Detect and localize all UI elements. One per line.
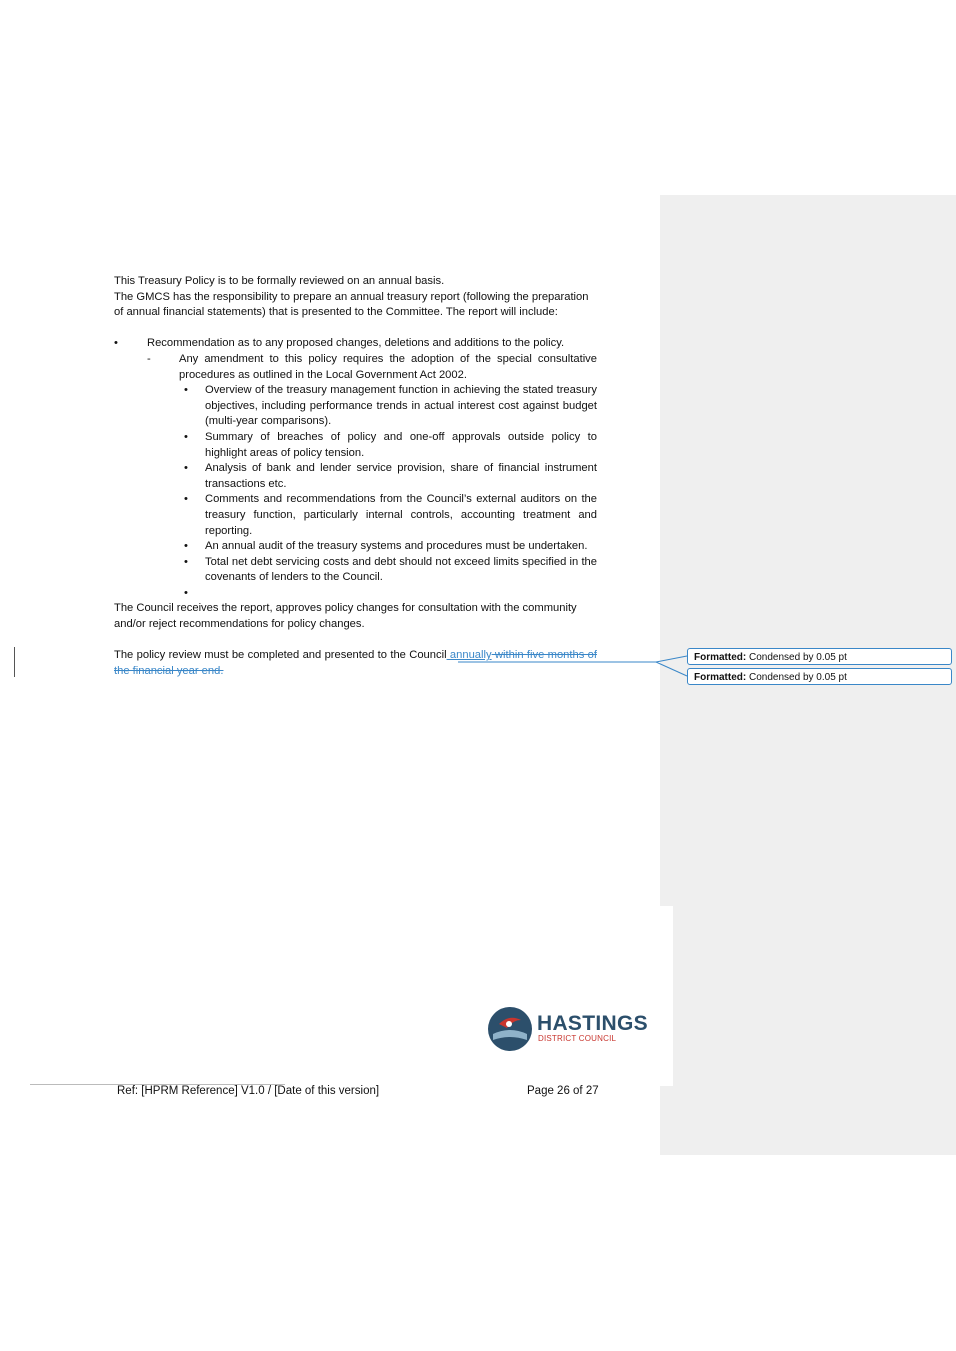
bullet-marker: • [184,430,188,443]
bullet-text: Recommendation as to any proposed changes, deletions and additions to the policy. [147,337,565,350]
sub-bullet-text: Overview of the treasury management function in achieving the stated treasury objectives, including performance trends in actual interest cost against budget (multi-year comparisons). [205,384,597,428]
comment-label: Formatted: [694,672,747,683]
sub-bullet-text: An annual audit of the treasury systems and procedures must be undertaken. [205,540,588,553]
policy-review-text: The policy review must be completed and presented to the Council [114,649,447,662]
sub-bullet-text: Total net debt servicing costs and debt should not exceed limits specified in the covenants of lenders to the Council. [205,555,597,584]
sub-bullet-text: Summary of breaches of policy and one-off approvals outside policy to highlight areas of policy tension. [205,430,597,459]
paragraph-gmcs-report: The GMCS has the responsibility to prepare an annual treasury report (following the preparation of annual financial statements) that is presented to the Committee. The report will include: [114,290,589,319]
dash-text: Any amendment to this policy requires the adoption of the special consultative procedures as outlined in the Local Government Act 2002. [179,352,597,381]
comment-balloon-formatted-2[interactable] [687,668,952,685]
dash-marker: - [147,352,151,365]
comment-balloon-formatted-1[interactable] [687,648,952,665]
paragraph-review-basis: This Treasury Policy is to be formally reviewed on an annual basis. [114,275,445,287]
logo-name: HASTINGS [537,1012,648,1035]
bullet-marker: • [184,493,188,506]
tracked-deletion[interactable]: within five months of the financial year end. [114,649,597,677]
sub-bullet-text: Comments and recommendations from the Council’s external auditors on the treasury function, particularly internal controls, accounting treatment and reporting. [205,493,597,537]
bullet-marker: • [184,555,188,568]
footer-page-number: Page 26 of 27 [527,1085,599,1097]
comment-text: Condensed by 0.05 pt [749,672,847,683]
tracked-insertion[interactable]: annually [446,649,492,662]
bullet-marker: • [184,540,188,553]
bullet-marker: • [184,384,188,397]
paragraph-council-receives: The Council receives the report, approves policy changes for consultation with the community and/or reject recommendations for policy changes. [114,602,577,631]
sub-bullet-text: Analysis of bank and lender service provision, share of financial instrument transactions etc. [205,462,597,490]
comment-label: Formatted: [694,652,747,663]
bullet-marker: • [114,337,118,350]
hastings-emblem-icon [487,1006,533,1052]
logo-subtitle: DISTRICT COUNCIL [538,1034,617,1043]
bullet-marker: • [184,462,188,475]
footer-reference: Ref: [HPRM Reference] V1.0 / [Date of this version] [117,1085,380,1097]
bullet-marker: • [184,586,188,599]
hastings-logo [487,1006,647,1056]
comment-text: Condensed by 0.05 pt [749,652,847,663]
